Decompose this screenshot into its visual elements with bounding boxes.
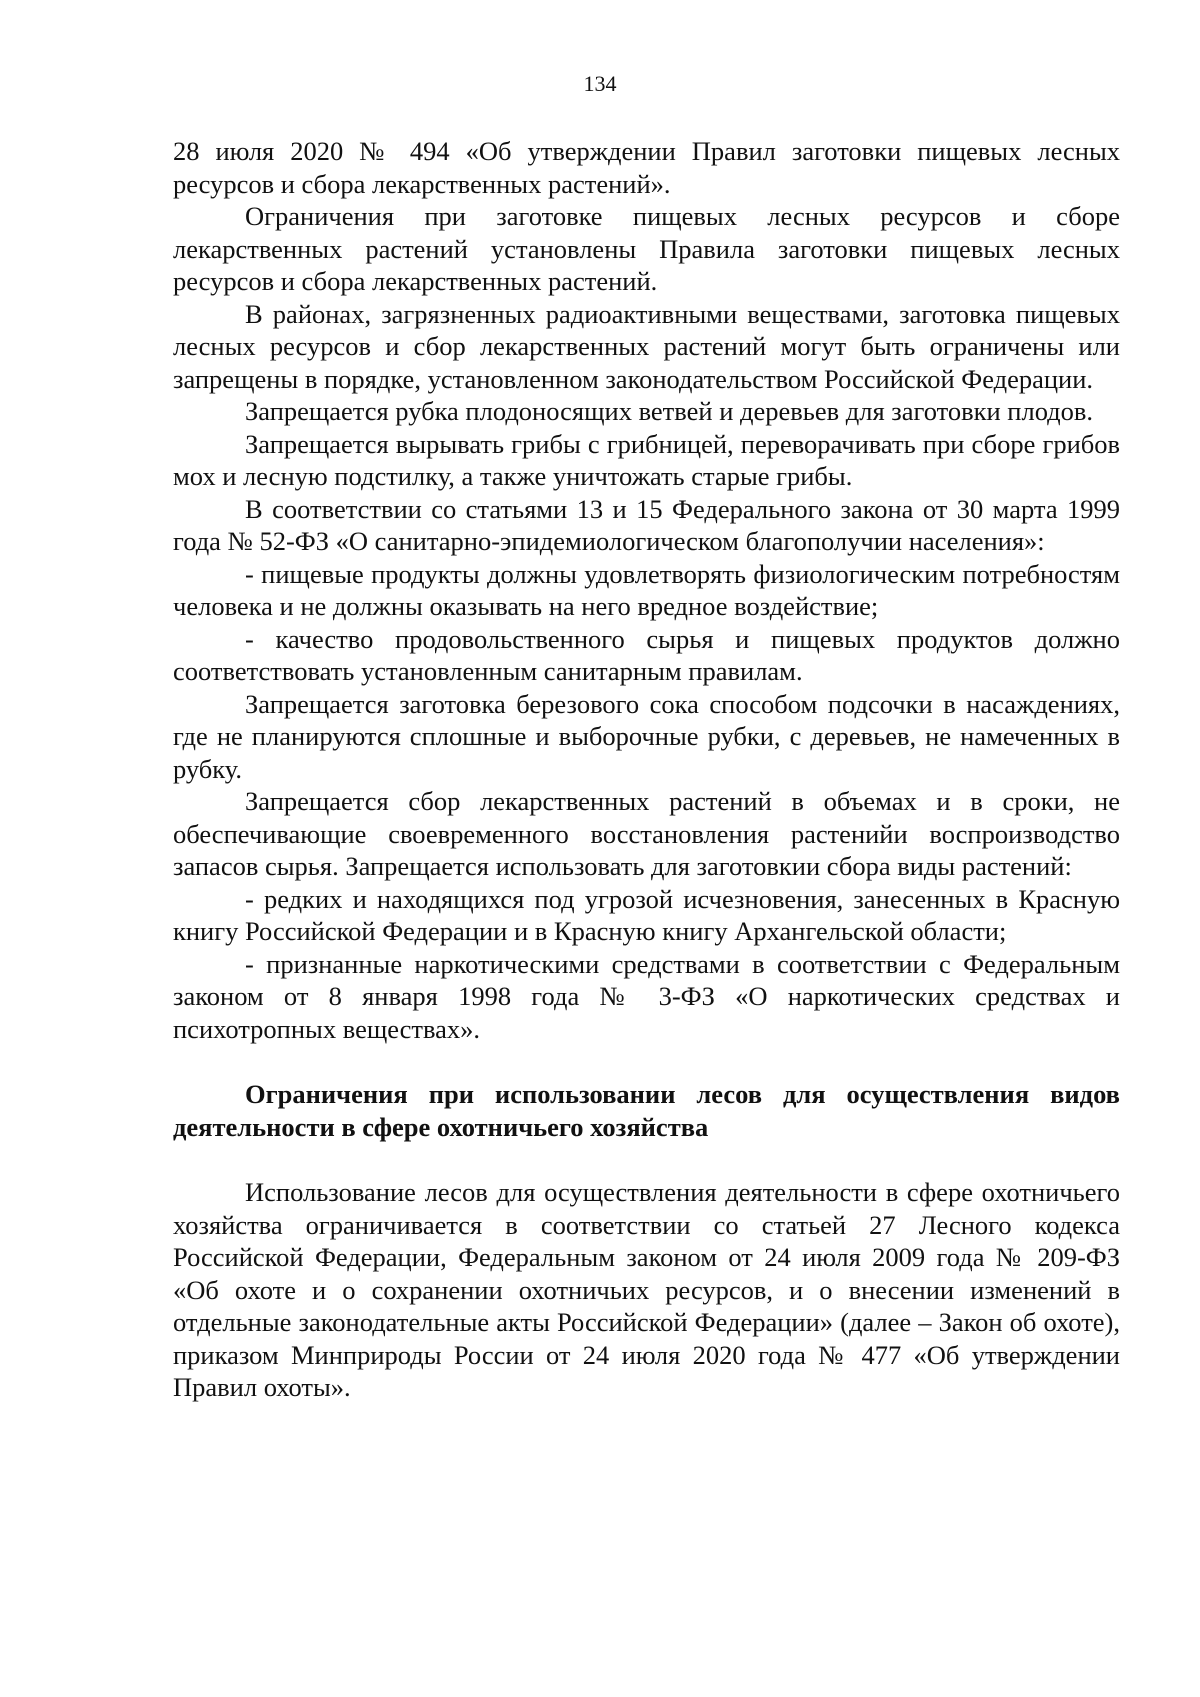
paragraph: Запрещается вырывать грибы с грибницей, переворачивать при сборе грибов мох и лесную подстилку, а также уничтожать старые грибы.: [173, 428, 1120, 491]
paragraph: В районах, загрязненных радиоактивными веществами, заготовка пищевых лесных ресурсов и сбор лекарственных растений могут быть ограничены или запрещены в порядке, установленном законодательством Российской Федерации.: [173, 298, 1120, 394]
list-item: - признанные наркотическими средствами в соответствии с Федеральным законом от 8 января 1998 года № 3-ФЗ «О наркотических средствах и психотропных веществах».: [173, 948, 1120, 1044]
paragraph: Запрещается сбор лекарственных растений в объемах и в сроки, не обеспечивающие своевременного восстановления растенийи воспроизводство запасов сырья. Запрещается использовать для заготовкии сбора виды растений:: [173, 786, 1120, 881]
section-heading: Ограничения при использовании лесов для осуществления видов деятельности в сфере охотничьего хозяйства: [173, 1079, 1120, 1142]
list-item: - пищевые продукты должны удовлетворять физиологическим потребностям человека и не должны оказывать на него вредное воздействие;: [173, 558, 1120, 621]
page-number: 134: [583, 71, 617, 96]
paragraph: Запрещается рубка плодоносящих ветвей и деревьев для заготовки плодов.: [245, 396, 1094, 426]
paragraph: Ограничения при заготовке пищевых лесных ресурсов и сборе лекарственных растений установлены Правила заготовки пищевых лесных ресурсов и сбора лекарственных растений.: [173, 201, 1120, 296]
paragraph: Использование лесов для осуществления деятельности в сфере охотничьего хозяйства ограничивается в соответствии со статьей 27 Лесного кодекса Российской Федерации, Федеральным законом от 24 июля 2009 года № 209-ФЗ «Об охоте и о сохранении охотничьих ресурсов, и о внесении изменений в отдельные законодательные акты Российской Федерации» (далее – Закон об охоте), приказом Минприроды России от 24 июля 2020 года № 477 «Об утверждении Правил охоты».: [173, 1177, 1120, 1402]
list-item: - качество продовольственного сырья и пищевых продуктов должно соответствовать установленным санитарным правилам.: [173, 623, 1120, 686]
list-item: - редких и находящихся под угрозой исчезновения, занесенных в Красную книгу Российской Федерации и в Красную книгу Архангельской области;: [173, 883, 1120, 946]
paragraph: 28 июля 2020 № 494 «Об утверждении Правил заготовки пищевых лесных ресурсов и сбора лекарственных растений».: [173, 136, 1120, 199]
document-body: [173, 135, 1120, 1404]
paragraph: В соответствии со статьями 13 и 15 Федерального закона от 30 марта 1999 года № 52-ФЗ «О санитарно-эпидемиологическом благополучии населения»:: [173, 493, 1120, 556]
paragraph: Запрещается заготовка березового сока способом подсочки в насаждениях, где не планируются сплошные и выборочные рубки, с деревьев, не намеченных в рубку.: [173, 688, 1120, 784]
